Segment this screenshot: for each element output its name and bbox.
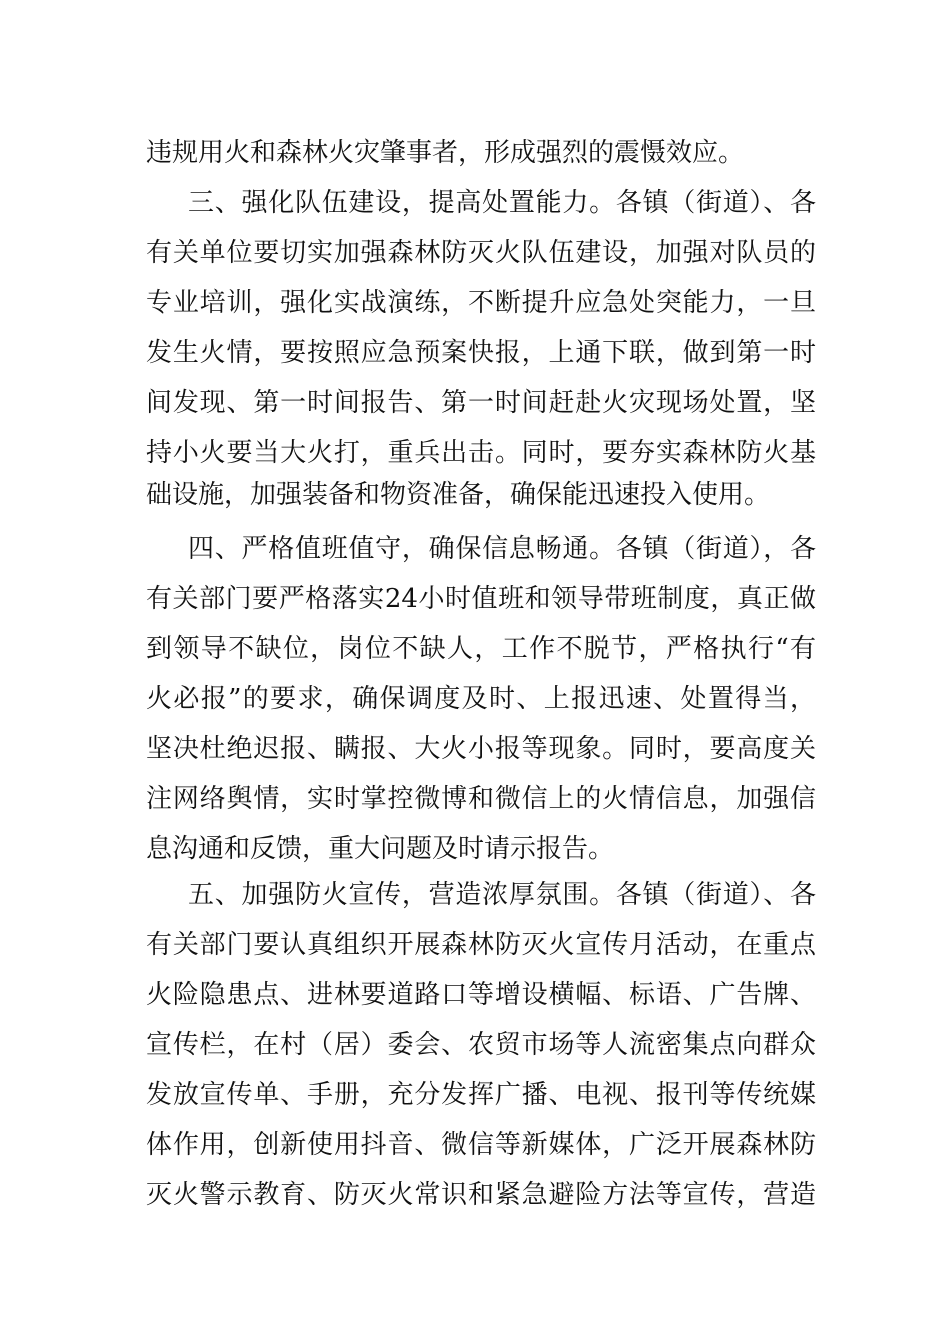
text-line: 持小火要当大火打，重兵出击。同时，要夯实森林防火基: [146, 438, 816, 468]
text-line: 灭火警示教育、防灭火常识和紧急避险方法等宣传，营造: [146, 1180, 816, 1210]
text-line: 注网络舆情，实时掌控微博和微信上的火情信息，加强信: [146, 784, 816, 814]
section-heading-line: 五、加强防火宣传，营造浓厚氛围。各镇（街道）、各: [188, 880, 816, 910]
text-line: 违规用火和森林火灾肇事者，形成强烈的震慑效应。: [146, 138, 745, 168]
text-line: 有关部门要认真组织开展森林防灭火宣传月活动，在重点: [146, 930, 816, 960]
section-heading-line: 四、严格值班值守，确保信息畅通。各镇（街道），各: [188, 534, 816, 564]
text-line: 火险隐患点、进林要道路口等增设横幅、标语、广告牌、: [146, 980, 816, 1010]
text-line: 体作用，创新使用抖音、微信等新媒体，广泛开展森林防: [146, 1130, 816, 1160]
text-line: 发放宣传单、手册，充分发挥广播、电视、报刊等传统媒: [146, 1080, 816, 1110]
text-line: 专业培训，强化实战演练，不断提升应急处突能力，一旦: [146, 288, 816, 318]
text-line: 有关部门要严格落实24小时值班和领导带班制度，真正做: [146, 584, 816, 614]
text-line: 间发现、第一时间报告、第一时间赶赴火灾现场处置，坚: [146, 388, 816, 418]
text-line: 发生火情，要按照应急预案快报，上通下联，做到第一时: [146, 338, 816, 368]
text-line: 坚决杜绝迟报、瞒报、大火小报等现象。同时，要高度关: [146, 734, 816, 764]
text-line: 火必报”的要求，确保调度及时、上报迅速、处置得当，: [146, 684, 816, 714]
section-heading-line: 三、强化队伍建设，提高处置能力。各镇（街道）、各: [188, 188, 816, 218]
text-line: 到领导不缺位，岗位不缺人，工作不脱节，严格执行“有: [146, 634, 816, 664]
text-line: 宣传栏，在村（居）委会、农贸市场等人流密集点向群众: [146, 1030, 816, 1060]
text-line: 有关单位要切实加强森林防灭火队伍建设，加强对队员的: [146, 238, 816, 268]
text-line: 息沟通和反馈，重大问题及时请示报告。: [146, 834, 615, 864]
text-line: 础设施，加强装备和物资准备，确保能迅速投入使用。: [146, 480, 771, 510]
